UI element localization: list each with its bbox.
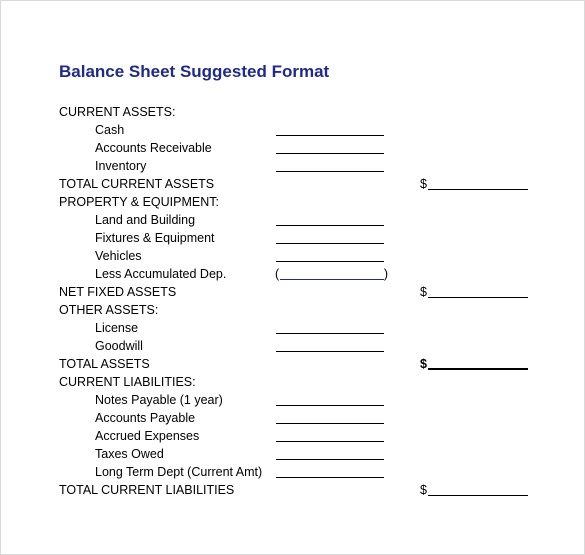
row-label: Taxes Owed <box>95 447 164 461</box>
total-blank-line <box>428 189 528 190</box>
amount-blank-line <box>280 279 384 280</box>
total-blank-line <box>428 368 528 370</box>
balance-sheet-rows <box>1 103 584 499</box>
row-label: Accounts Receivable <box>95 141 212 155</box>
total-amount-blank <box>420 355 528 373</box>
balance-sheet-row <box>1 175 584 193</box>
row-label: Cash <box>95 123 125 137</box>
balance-sheet-row <box>1 337 584 355</box>
row-label: TOTAL ASSETS <box>59 357 150 371</box>
document-title: Balance Sheet Suggested Format <box>59 62 330 81</box>
row-label: TOTAL CURRENT LIABILITIES <box>59 483 235 497</box>
row-label: CURRENT LIABILITIES: <box>59 375 196 389</box>
row-label: NET FIXED ASSETS <box>59 285 177 299</box>
row-label: OTHER ASSETS: <box>59 303 159 317</box>
row-label: Land and Building <box>95 213 196 227</box>
balance-sheet-row <box>1 427 584 445</box>
open-paren: ( <box>275 267 280 281</box>
balance-sheet-row <box>1 121 584 139</box>
row-label: Accrued Expenses <box>95 429 200 443</box>
balance-sheet-row <box>1 103 584 121</box>
total-blank-line <box>428 297 528 298</box>
amount-blank-line <box>276 441 384 442</box>
row-label: Inventory <box>95 159 147 173</box>
row-label: Long Term Dept (Current Amt) <box>95 465 263 479</box>
row-label: Goodwill <box>95 339 143 353</box>
currency-symbol: $ <box>420 357 427 371</box>
close-paren: ) <box>383 267 388 281</box>
amount-blank-line <box>276 261 384 262</box>
balance-sheet-row <box>1 229 584 247</box>
currency-symbol: $ <box>420 483 427 497</box>
balance-sheet-row <box>1 193 584 211</box>
balance-sheet-row <box>1 157 584 175</box>
amount-blank-line <box>276 135 384 136</box>
row-label: Vehicles <box>95 249 142 263</box>
balance-sheet-row <box>1 283 584 301</box>
row-label: CURRENT ASSETS: <box>59 105 176 119</box>
amount-blank-line <box>276 153 384 154</box>
balance-sheet-row <box>1 247 584 265</box>
balance-sheet-row <box>1 463 584 481</box>
balance-sheet-row <box>1 139 584 157</box>
total-amount-blank <box>420 175 528 193</box>
amount-blank-line <box>276 171 384 172</box>
amount-blank-line <box>276 477 384 478</box>
amount-blank-line <box>276 225 384 226</box>
currency-symbol: $ <box>420 285 427 299</box>
balance-sheet-row <box>1 265 584 283</box>
row-label: TOTAL CURRENT ASSETS <box>59 177 215 191</box>
row-label: Fixtures & Equipment <box>95 231 215 245</box>
negative-amount-blank <box>275 265 388 283</box>
row-label: Accounts Payable <box>95 411 196 425</box>
row-label: Notes Payable (1 year) <box>95 393 223 407</box>
balance-sheet-row <box>1 301 584 319</box>
row-label: PROPERTY & EQUIPMENT: <box>59 195 219 209</box>
amount-blank-line <box>276 243 384 244</box>
amount-blank-line <box>276 333 384 334</box>
total-blank-line <box>428 495 528 496</box>
balance-sheet-row <box>1 373 584 391</box>
currency-symbol: $ <box>420 177 427 191</box>
balance-sheet-row <box>1 409 584 427</box>
amount-blank-line <box>276 459 384 460</box>
balance-sheet-row <box>1 481 584 499</box>
amount-blank-line <box>276 423 384 424</box>
balance-sheet-row <box>1 445 584 463</box>
row-label: Less Accumulated Dep. <box>95 267 227 281</box>
row-label: License <box>95 321 139 335</box>
balance-sheet-row <box>1 319 584 337</box>
total-amount-blank <box>420 283 528 301</box>
total-amount-blank <box>420 481 528 499</box>
balance-sheet-row <box>1 211 584 229</box>
balance-sheet-row <box>1 355 584 373</box>
amount-blank-line <box>276 405 384 406</box>
amount-blank-line <box>276 351 384 352</box>
balance-sheet-row <box>1 391 584 409</box>
